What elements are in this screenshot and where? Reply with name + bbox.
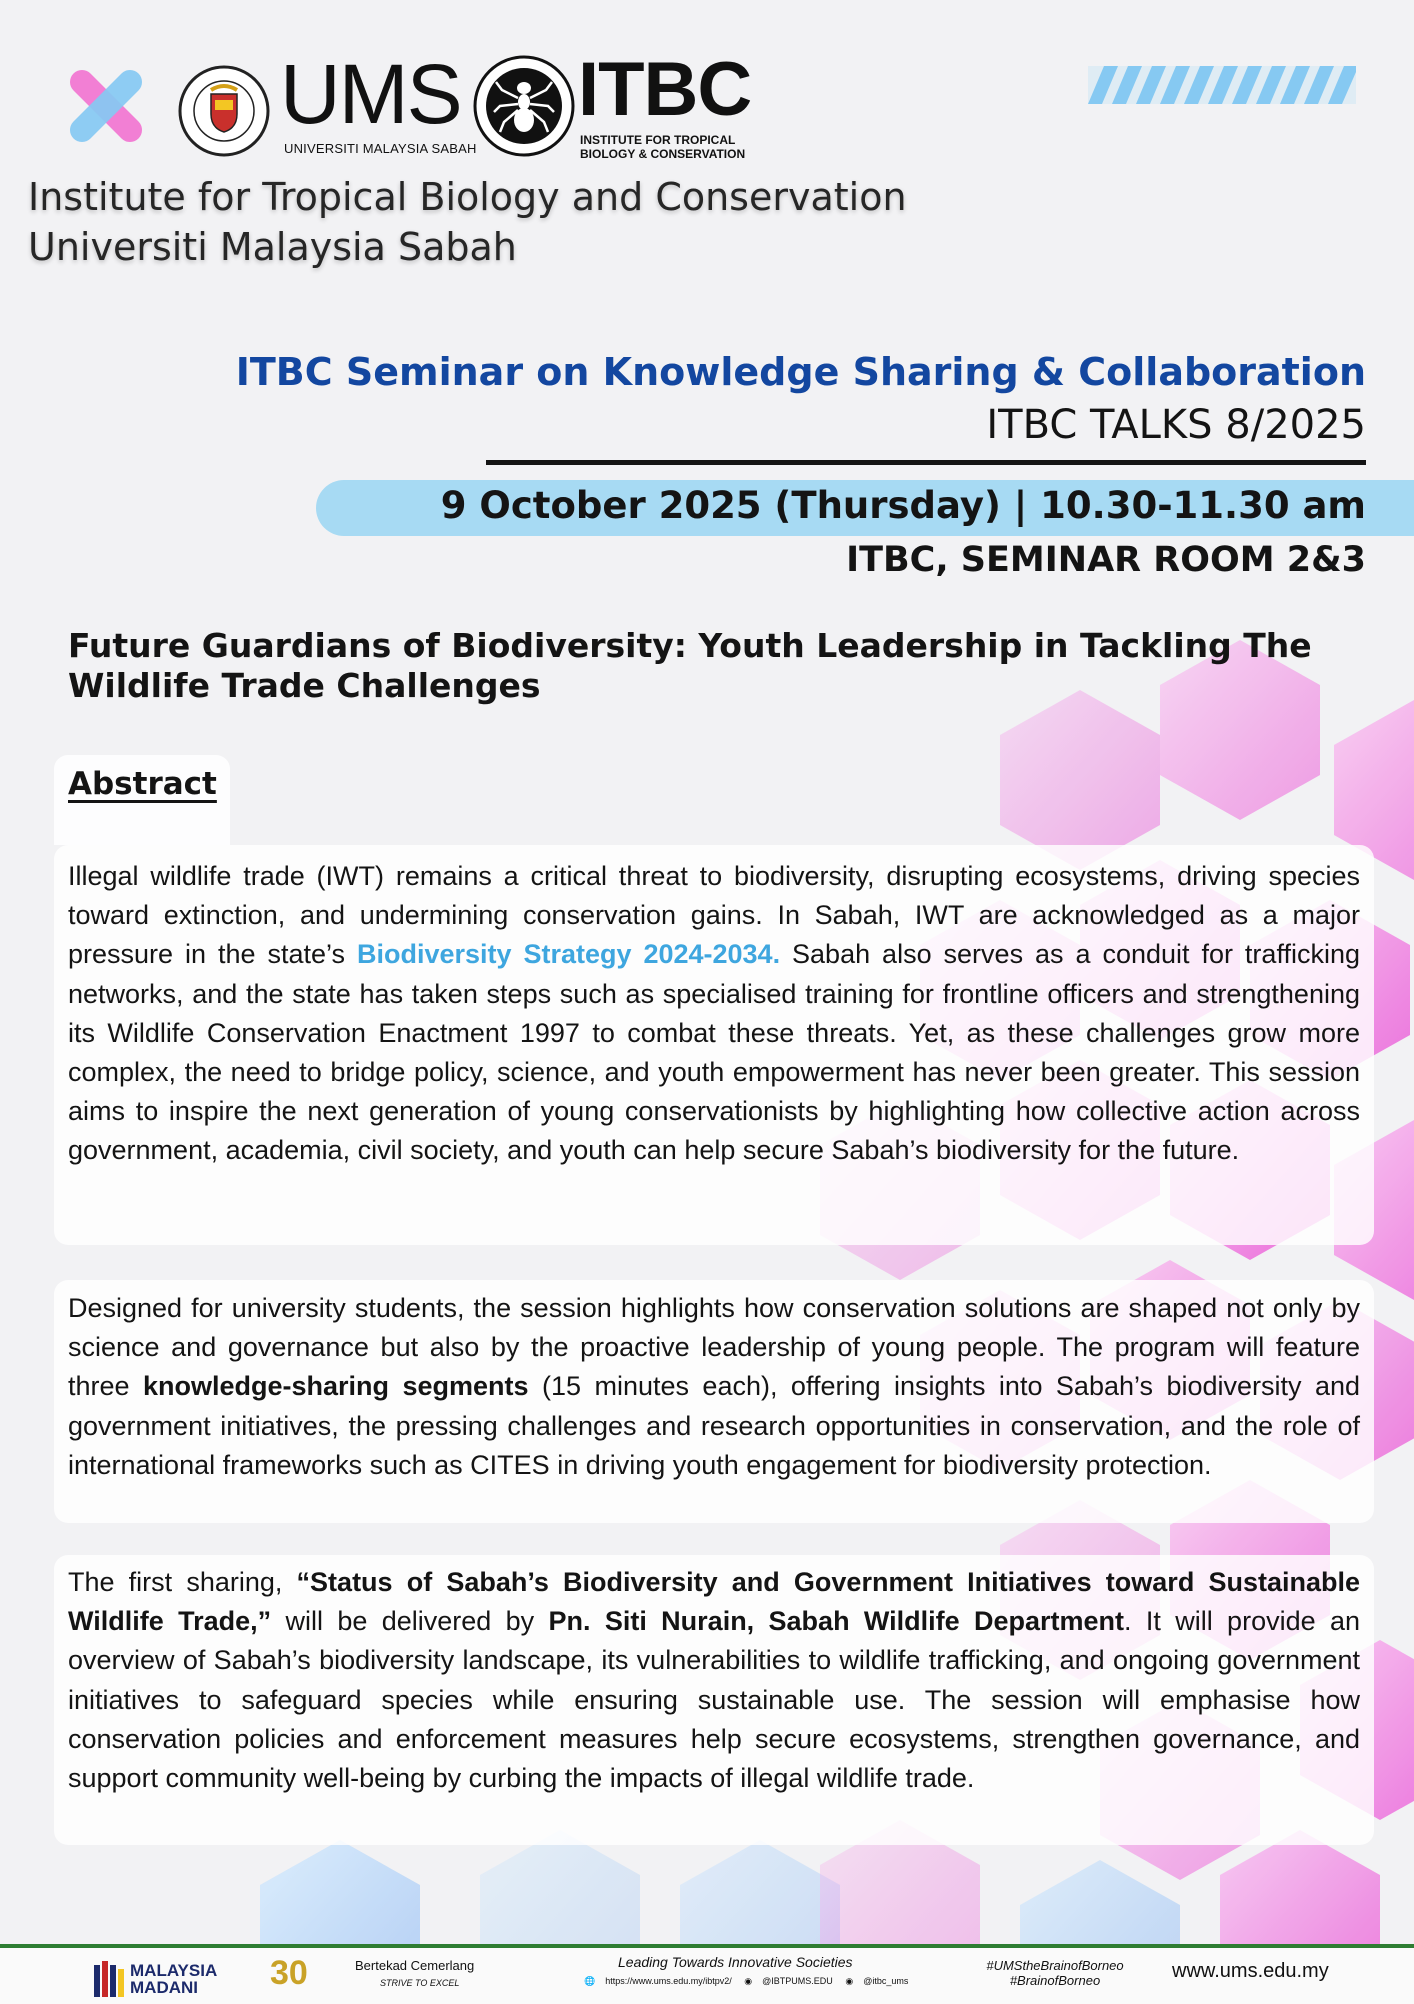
twitter-link[interactable]: @itbc_ums: [863, 1976, 909, 1986]
hashtags: [970, 1958, 1140, 1988]
institute-name: [28, 172, 907, 272]
university-website[interactable]: www.ums.edu.my: [1172, 1960, 1329, 1982]
abstract-p2-text-cont: (15 minutes each), offering insights into Sabah’s biodiversity and government initiatives, the pressing challenges and research opportunities in conservation, and the role of international frameworks such as CITES in driving youth engagement for biodiversity protection.: [68, 1371, 1360, 1480]
website-link[interactable]: https://www.ums.edu.my/ibtpv2/: [605, 1976, 732, 1986]
title-divider: [486, 460, 1366, 465]
hashtag-1: #UMStheBrainofBorneo: [986, 1958, 1124, 1973]
abstract-paragraph-2: [68, 1289, 1360, 1485]
talk-number: ITBC TALKS 8/2025: [986, 402, 1366, 448]
footer-tagline: Leading Towards Innovative Societies: [618, 1954, 853, 1970]
motto: Bertekad Cemerlang: [355, 1958, 475, 1973]
madani-line-1: MALAYSIA: [130, 1961, 218, 1980]
ums-logo-subtitle: UNIVERSITI MALAYSIA SABAH: [284, 141, 477, 156]
event-venue: ITBC, SEMINAR ROOM 2&3: [846, 540, 1366, 580]
footer: [0, 1944, 1414, 2004]
hashtag-2: #BrainofBorneo: [1009, 1973, 1101, 1988]
facebook-icon: ◉: [744, 1976, 753, 1986]
segments-emphasis: knowledge-sharing segments: [143, 1371, 529, 1402]
abstract-paragraph-3: [68, 1563, 1360, 1798]
abstract-p2-text: Designed for university students, the session highlights how conservation solutions are shaped not only by science and governance but also by the proactive leadership of young people. The program will feature three: [68, 1293, 1360, 1402]
abstract-heading: Abstract: [68, 766, 217, 802]
abstract-p1-text: Illegal wildlife trade (IWT) remains a critical threat to biodiversity, disrupting ecosystems, driving species toward extinction, and undermining conservation gains. In Sabah, IWT are acknowledged as a major pressure in the state’s: [68, 861, 1360, 970]
abstract-p3-text-mid: will be delivered by: [271, 1606, 549, 1637]
facebook-link[interactable]: @IBTPUMS.EDU: [762, 1976, 833, 1986]
ums-logo-text: UMS: [280, 47, 461, 141]
event-date-time: 9 October 2025 (Thursday) | 10.30-11.30 am: [440, 484, 1366, 527]
madani-line-2: MADANI: [130, 1978, 198, 1997]
ums-crest-logo: [177, 64, 271, 158]
abstract-paragraph-1: [68, 857, 1360, 1171]
decorative-stripes: [1088, 66, 1356, 104]
speaker-name: Pn. Siti Nurain, Sabah Wildlife Department: [548, 1606, 1125, 1637]
abstract-p3-text-cont: . It will provide an overview of Sabah’s biodiversity landscape, its vulnerabilities to wildlife trafficking, and ongoing government initiatives to safeguard species while ensuring sustainable use. The session will emphasise how conservation policies and enforcement measures help secure ecosystems, strengthen governance, and support community well-being by curbing the impacts of illegal wildlife trade.: [68, 1606, 1360, 1794]
talk-title: Future Guardians of Biodiversity: Youth Leadership in Tackling The Wildlife Trade Challenges: [68, 626, 1312, 705]
itbc-logo-text: ITBC: [578, 47, 752, 132]
biodiversity-strategy-link[interactable]: Biodiversity Strategy 2024-2034.: [356, 939, 781, 970]
twitter-icon: ◉: [845, 1976, 854, 1986]
itbc-logo-subtitle: INSTITUTE FOR TROPICAL BIOLOGY & CONSERVATION: [580, 133, 746, 161]
globe-icon: 🌐: [584, 1976, 596, 1986]
ibtp-ant-logo: [472, 54, 576, 158]
ums-30-anniversary-logo: 30: [270, 1954, 308, 1992]
seminar-series-title: ITBC Seminar on Knowledge Sharing & Collaboration: [235, 350, 1366, 394]
first-sharing-title: “Status of Sabah’s Biodiversity and Government Initiatives toward Sustainable Wildlife Trade,”: [68, 1567, 1361, 1637]
abstract-p1-text-cont: Sabah also serves as a conduit for trafficking networks, and the state has taken steps such as specialised training for frontline officers and strengthening its Wildlife Conservation Enactment 1997 to combat these threats. Yet, as these challenges grow more complex, the need to bridge policy, science, and youth empowerment has never been greater. This session aims to inspire the next generation of young conservationists by highlighting how collective action across government, academia, civil society, and youth can help secure Sabah’s biodiversity for the future.: [68, 939, 1360, 1166]
social-links: [584, 1976, 918, 1987]
madani-text: [130, 1962, 217, 1996]
institute-line-1: Institute for Tropical Biology and Conservation: [28, 175, 907, 219]
x-brand-logo: [62, 62, 150, 150]
motto-subtitle: STRIVE TO EXCEL: [380, 1978, 460, 1988]
institute-line-2: Universiti Malaysia Sabah: [28, 225, 517, 269]
abstract-p3-text: The first sharing,: [68, 1567, 297, 1597]
